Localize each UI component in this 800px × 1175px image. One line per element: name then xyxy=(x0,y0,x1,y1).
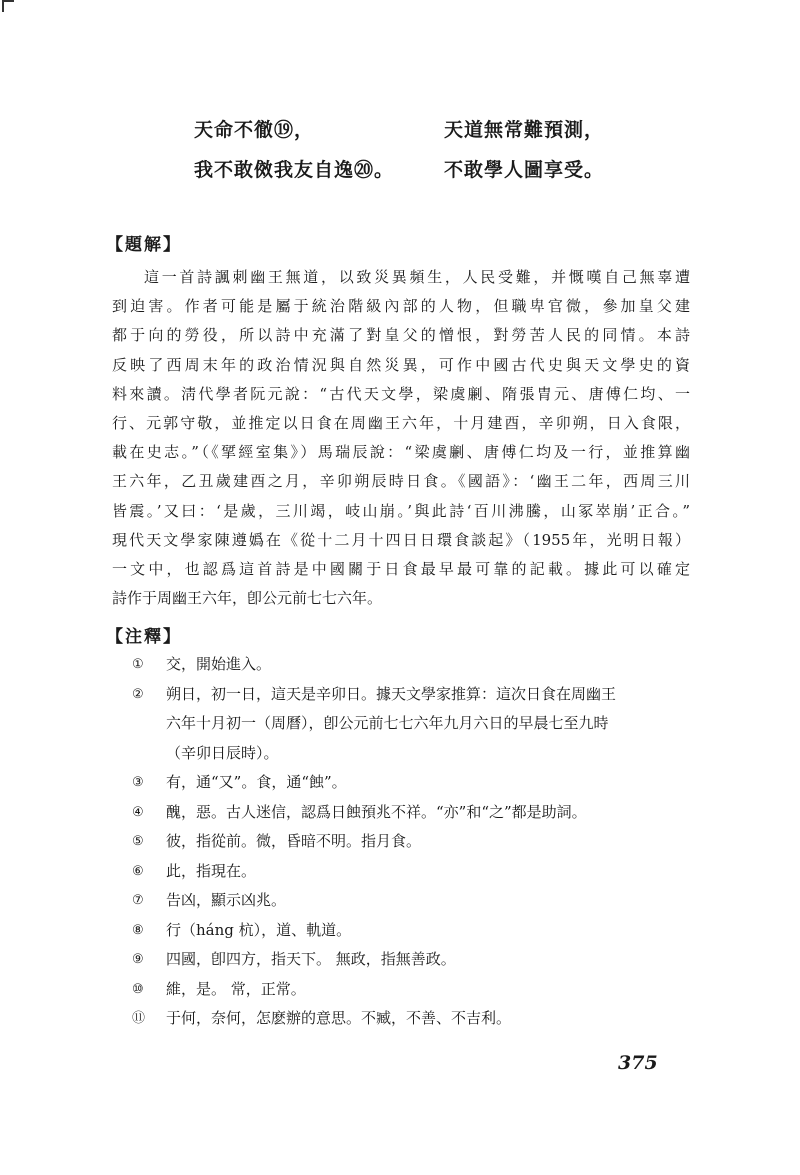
note-number: ⑦ xyxy=(132,893,144,908)
note-item xyxy=(132,975,692,1005)
commentary-line: 都于向的勞役，所以詩中充滿了對皇父的憎恨，對勞苦人民的同情。本詩 xyxy=(112,326,690,345)
note-number: ② xyxy=(132,686,144,702)
poem-original-line: 天命不徹⑲， xyxy=(194,119,315,141)
note-text xyxy=(166,650,692,680)
note-line: 彼，指從前。微，昏暗不明。指月食。 xyxy=(166,832,422,850)
note-item xyxy=(132,886,692,916)
note-item xyxy=(132,827,692,857)
commentary-line: 詩作于周幽王六年，卽公元前七七六年。 xyxy=(112,589,383,608)
note-line: （辛卯日辰時）。 xyxy=(166,743,279,762)
note-item xyxy=(132,768,692,798)
poem-row xyxy=(194,152,634,188)
commentary-line: 行、元郭守敬，並推定以日食在周幽王六年，十月建酉，辛卯朔，日入食限， xyxy=(112,413,690,432)
note-text xyxy=(166,1004,692,1034)
note-number: ⑩ xyxy=(132,981,144,997)
scan-corner-mark xyxy=(2,0,14,12)
note-text xyxy=(166,945,692,975)
commentary-paragraph xyxy=(112,263,690,613)
note-text xyxy=(166,916,692,946)
poem-translation-line: 天道無常難預測， xyxy=(444,119,605,141)
notes-list xyxy=(132,650,692,1034)
note-line: 六年十月初一（周曆），卽公元前七七六年九月六日的早晨七至九時 xyxy=(166,714,609,732)
note-item xyxy=(132,680,692,769)
poem-row xyxy=(194,112,634,148)
notes-heading: 【注釋】 xyxy=(106,627,182,647)
poem-original-line: 我不敢傚我友自逸⑳。 xyxy=(194,159,395,181)
note-number: ⑪ xyxy=(132,1011,146,1026)
note-number: ① xyxy=(132,657,144,672)
commentary-line: 反映了西周末年的政治情況與自然災異，可作中國古代史與天文學史的資 xyxy=(112,355,690,374)
note-line: 醜，惡。古人迷信，認爲日蝕預兆不祥。“亦”和“之”都是助詞。 xyxy=(166,802,587,821)
note-line: 告凶，顯示凶兆。 xyxy=(166,891,287,909)
note-line: 交，開始進入。 xyxy=(166,655,272,673)
note-text xyxy=(166,857,692,887)
commentary-line: 王六年，乙丑歲建酉之月，辛卯朔辰時日食。《國語》：‘幽王二年，西周三川 xyxy=(112,472,690,491)
note-item xyxy=(132,798,692,828)
note-line: 四國，卽四方，指天下。 無政，指無善政。 xyxy=(166,950,456,968)
commentary-heading: 【題解】 xyxy=(106,235,182,255)
commentary-line: 一文中，也認爲這首詩是中國關于日食最早最可靠的記載。據此可以確定 xyxy=(112,559,690,578)
note-text xyxy=(166,798,692,828)
note-line: 維，是。 常，正常。 xyxy=(166,979,306,998)
commentary-line: 這一首詩諷刺幽王無道，以致災異頻生，人民受難，并慨嘆自己無辜遭 xyxy=(144,268,690,286)
commentary-line: 現代天文學家陳遵嬀在《從十二月十四日日環食談起》（1955年，光明日報） xyxy=(112,530,690,549)
note-item xyxy=(132,916,692,946)
note-line: 此，指現在。 xyxy=(166,861,257,880)
poem-block xyxy=(194,112,634,188)
note-text xyxy=(166,680,692,769)
note-line: 于何，奈何，怎麽辦的意思。不臧，不善、不吉利。 xyxy=(166,1009,512,1027)
note-text xyxy=(166,886,692,916)
note-text xyxy=(166,827,692,857)
poem-translation-line: 不敢學人圖享受。 xyxy=(444,159,605,181)
note-number: ③ xyxy=(132,775,144,790)
note-number: ⑨ xyxy=(132,952,144,967)
note-number: ⑤ xyxy=(132,834,144,849)
note-item xyxy=(132,945,692,975)
note-text xyxy=(166,768,692,798)
note-number: ⑧ xyxy=(132,922,144,938)
note-item xyxy=(132,1004,692,1034)
note-line: 有，通“又”。食，通“蝕”。 xyxy=(166,773,347,791)
note-item xyxy=(132,857,692,887)
note-line: 朔日，初一日，這天是辛卯日。據天文學家推算：這次日食在周幽王 xyxy=(166,684,617,703)
page-number: 375 xyxy=(618,1052,658,1074)
note-item xyxy=(132,650,692,680)
note-line: 行（háng 杭），道、軌道。 xyxy=(166,920,352,939)
note-number: ⑥ xyxy=(132,863,144,879)
commentary-line: 載在史志。”（《揅經室集》）馬瑞辰說：“梁虞劆、唐傅仁均及一行，並推算幽 xyxy=(112,443,690,462)
commentary-line: 料來讀。淸代學者阮元說：“古代天文學，梁虞劆、隋張胄元、唐傅仁均、一 xyxy=(112,384,690,403)
commentary-line: 皆震。’又曰：‘是歲，三川竭，岐山崩。’與此詩‘百川沸騰，山冢崒崩’正合。” xyxy=(112,501,690,520)
note-text xyxy=(166,975,692,1005)
commentary-line: 到迫害。作者可能是屬于統治階級內部的人物，但職卑官微，參加皇父建 xyxy=(112,297,690,316)
note-number: ④ xyxy=(132,804,144,820)
